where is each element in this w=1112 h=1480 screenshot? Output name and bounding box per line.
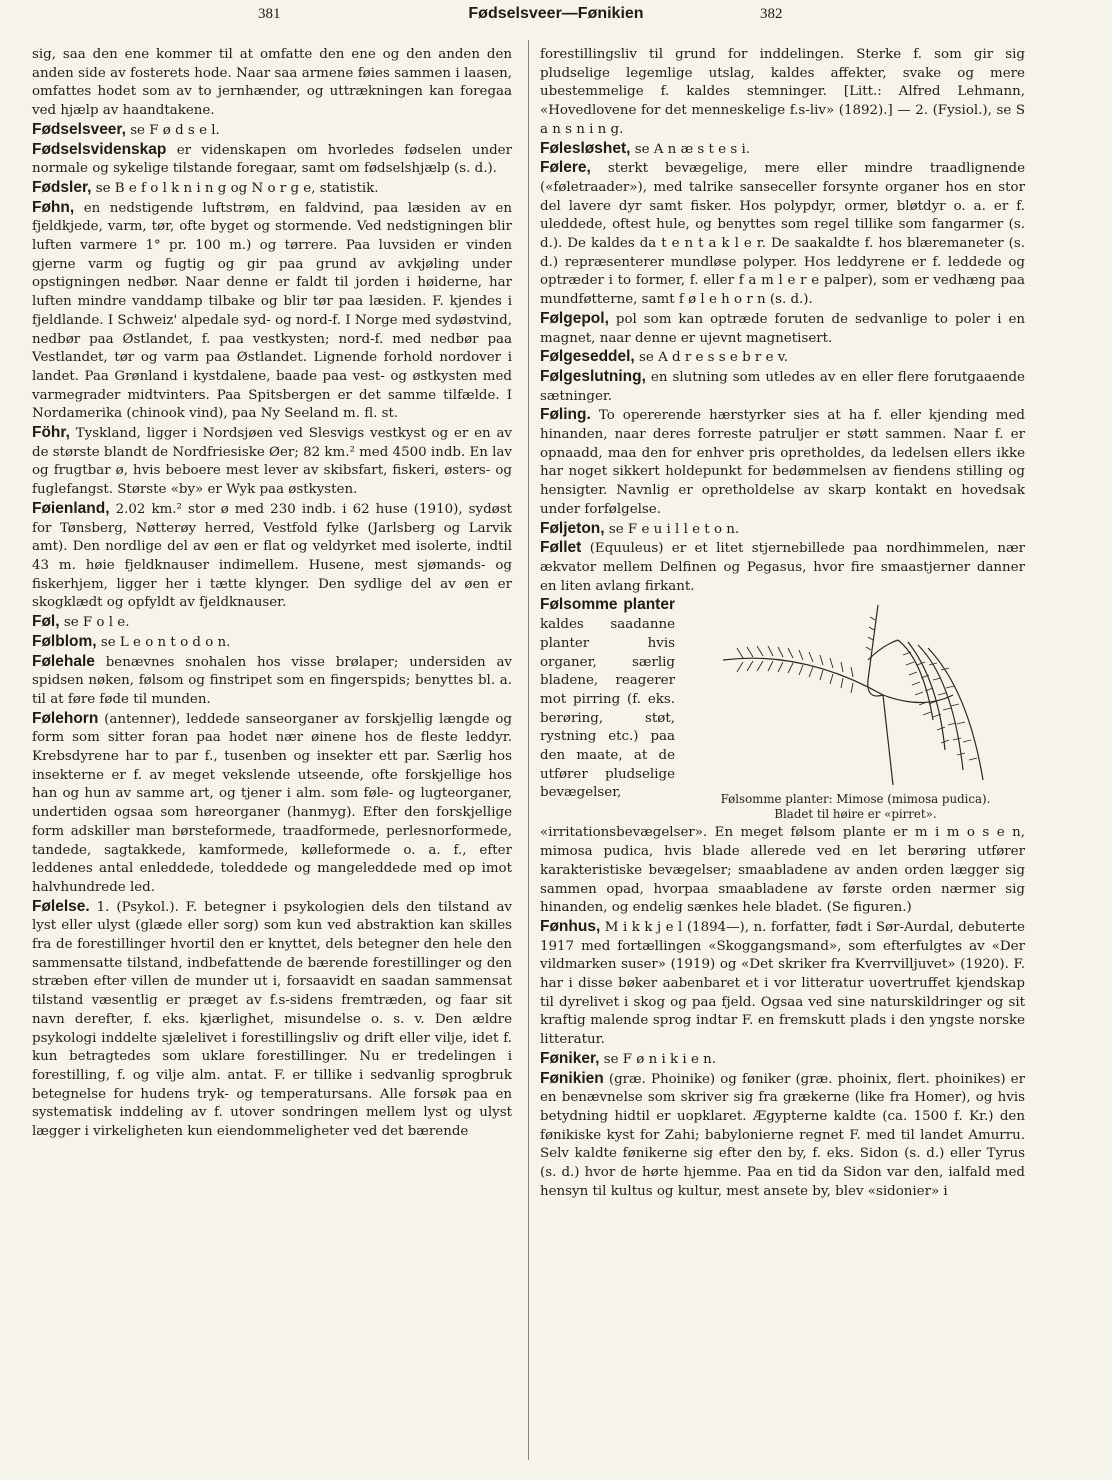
entry-text: se F ø d s e l.	[130, 122, 220, 138]
entry-paragraph	[540, 1050, 1025, 1070]
entry-headword: Føljeton,	[540, 519, 605, 537]
entry-headword: Følehale	[32, 652, 95, 670]
entry-paragraph	[540, 46, 1025, 140]
entry-headword: Fønhus,	[540, 917, 601, 935]
entry-headword: Føllet	[540, 539, 582, 557]
entry-text: M i k k j e l (1894—), n. forfatter, født i Sør-Aurdal, debuterte 1917 med fortællingen «Skoggangsmand», som efterfulgtes av «Der vildmarken suser» (1919) og «Det skriker fra Kverrvilljuvet» (1920). F. har i disse bøker aabenbaret et i vor litteratur uovertruffet kjendskap til dyrelivet i skog og paa fjeld. Ogsaa ved sine naturskildringer og sit kraftig malende sprog indtar F. en fremskutt plads i den yngste norske litteratur.	[540, 919, 1025, 1048]
entry-paragraph	[32, 710, 512, 898]
entry-paragraph	[32, 46, 512, 121]
entry-headword: Føhn,	[32, 198, 75, 216]
entry-paragraph	[540, 310, 1025, 348]
caption-line-1: Følsomme planter: Mimose (mimosa pudica).	[720, 792, 991, 807]
entry-paragraph	[540, 406, 1025, 519]
entry-text: sterkt bevægelige, mere eller mindre traadlignende («føletraader»), med talrike sanseceller forsynte organer hos en stor del lavere dyr samt fisker. Hos polypdyr, ormer, bløtdyr o. a. er f. uleddede, oftest hule, og benyttes som regel tillike som fangarmer (s. d.). De kaldes da t e n t a k l e r. De saakaldte f. hos blæremaneter (s. d.) repræsenterer mundløse polyper. Hos leddyrene er f. leddede og optræder i to former, f. eller f a m l e r e palper), som er vedhæng paa mundføtterne, samt f ø l e h o r n (s. d.).	[540, 161, 1025, 308]
entry-paragraph	[32, 424, 512, 500]
entry-text: sig, saa den ene kommer til at omfatte den ene og den anden den anden side av fosterets hode. Naar saa armene føies sammen i laasen, omfattes hodet som av to jernhænder, og uttrækningen kan foregaa ved hjælp av haandtakene.	[32, 47, 512, 119]
page-number-left: 381	[258, 6, 281, 22]
entry-text: 1. (Psykol.). F. betegner i psykologien dels den tilstand av lyst eller ulyst (glæde eller sorg) som kun ved abstraktion kan skilles fra de forestillinger hvortil den er knyttet, dels betegner den hele den sammensatte tilstand, indbefattende de bærende forestillinger og den stræben efter villen de munder ut i, forsaavidt en saadan sammensat tilstand væsentlig er præget av f.s-sidens fremtræden, og faar sit navn derefter, f. eks. kjærlighet, misundelse o. s. v. Den ældre psykologi inddelte sjælelivet i forestillingsliv og drift eller vilje, idet f. kun betragtedes som uklare forestillinger. Nu er tredelingen i forestilling, f. og vilje alm. antat. F. er tillike i sedvanlig sprogbruk betegnelse for hudens tryk- og temperatursans. Alle forsøk paa en systematisk inddeling av f. utover sondringen mellem lyst og ulyst lægger i virkeligheten kun eiendommeligheter ved det bærende	[32, 899, 512, 1140]
entry-headword: Følblom,	[32, 632, 97, 650]
entry-text: se A n æ s t e s i.	[634, 141, 751, 157]
entry-headword: Fønikien	[540, 1069, 604, 1087]
entry-paragraph	[32, 898, 512, 1142]
entry-text: 2.02 km.² stor ø med 230 indb. i 62 huse (1910), sydøst for Tønsberg, Nøtterøy herred, Vestfold fylke (Jarlsberg og Larvik amt). Den nordlige del av øen er flat og veldyrket med isolerte, indtil 43 m. høie fjeldknauser indimellem. Husene, mest sjømands- og fiskerhjem, ligger her i tætte klynger. Den sydlige del av øen er skogklædt og opfyldt av fjeldknauser.	[32, 501, 512, 611]
entry-headword: Føienland,	[32, 499, 110, 517]
entry-paragraph	[32, 121, 512, 141]
page-number-right: 382	[760, 6, 783, 22]
entry-paragraph	[32, 179, 512, 199]
running-title: Fødselsveer—Fønikien	[468, 5, 644, 22]
entry-paragraph	[32, 141, 512, 179]
mimosa-illustration	[683, 600, 1028, 790]
entry-paragraph	[540, 159, 1025, 310]
entry-headword: Føniker,	[540, 1049, 600, 1067]
entry-paragraph	[32, 199, 512, 424]
left-column	[32, 46, 512, 1142]
entry-paragraph	[32, 613, 512, 633]
entry-text: er videnskapen om hvorledes fødselen under normale og sykelige tilstande foregaar, samt om fødselshjælp (s. d.).	[32, 142, 512, 177]
entry-paragraph	[540, 140, 1025, 160]
entry-headword: Fødsler,	[32, 178, 92, 196]
entry-paragraph	[540, 596, 1025, 918]
entry-paragraph	[540, 348, 1025, 368]
entry-paragraph	[540, 368, 1025, 406]
column-divider	[528, 40, 529, 1460]
entry-paragraph	[32, 633, 512, 653]
entry-text: Tyskland, ligger i Nordsjøen ved Slesvigs vestkyst og er en av de største blandt de Nordfriesiske Øer; 82 km.² med 4500 indb. En lav og frugtbar ø, hvis beboere mest lever av skibsfart, fiskeri, østers- og fuglefangst. Største «by» er Wyk paa østkysten.	[32, 426, 512, 498]
entry-headword: Følgeseddel,	[540, 348, 635, 366]
entry-text: en nedstigende luftstrøm, en faldvind, paa læsiden av en fjeldkjede, varm, tør, ofte byget og stormende. Ved nedstigningen blir luften varmere 1° pr. 100 m.) og tørrere. Paa luvsiden er vinden gjerne varm og fugtig og gir paa grund av avkjøling under opstigningen nedbør. Naar denne er faldt til jorden i høiderne, har luften mindre vanddamp tilbake og blir tør paa læsiden. F. kjendes i fjeldlande. I Schweiz' alpedale syd- og nord-f. I Norge med sydøstvind, nedbør paa Østlandet, f. paa vestkysten; nord-f. med nedbør paa Vestlandet, tør og varm paa Østlandet. Lignende forhold nordover i landet. Paa Grønland i kystdalene, baade paa vest- og østkysten med varmegrader midtvinters. Paa Spitsbergen er det samme tilfælde. I Nordamerika (chinook vind), paa Ny Seeland m. fl. st.	[32, 200, 512, 422]
entry-paragraph	[32, 653, 512, 710]
entry-text: (Equuleus) er et litet stjernebillede paa nordhimmelen, nær ækvator mellem Delfinen og Pegasus, hvor fire smaastjerner danner en liten avlang firkant.	[540, 541, 1026, 594]
entry-headword: Föhr,	[32, 424, 70, 442]
entry-paragraph	[540, 1070, 1025, 1202]
entry-text: se A d r e s s e b r e v.	[639, 350, 788, 366]
entry-headword: Fødselsveer,	[32, 120, 126, 138]
entry-paragraph	[540, 918, 1025, 1050]
right-column	[540, 46, 1025, 1201]
entry-paragraph	[32, 500, 512, 613]
entry-headword: Følesløshet,	[540, 139, 631, 157]
entry-text: se F e u i l l e t o n.	[608, 521, 740, 537]
entry-text: se F ø n i k i e n.	[603, 1051, 717, 1067]
entry-text: (antenner), leddede sanseorganer av forskjellig længde og form som sitter foran paa hodet nær øinene hos de fleste leddyr. Krebsdyrene har to par f., tusenben og insekter ett par. Særlig hos insekterne er f. av meget vekslende utseende, ofte forskjellige hos han og hun av samme art, og tjener i alm. som føle- og lugteorganer, undertiden ogsaa som høreorganer (hanmyg). Efter den forskjellige form adskiller man børsteformede, traadformede, perlesnorformede, tandede, sagtakkede, kamformede, kølleformede o. a. f., efter leddenes antal enleddede, toleddede og mangeleddede med op imot halvhundrede led.	[32, 711, 512, 895]
page-header	[0, 0, 1112, 34]
entry-text: se B e f o l k n i n g og N o r g e, statistik.	[95, 180, 379, 196]
entry-text: en slutning som utledes av en eller flere forutgaaende sætninger.	[540, 369, 1025, 404]
entry-headword: Følsomme planter	[540, 596, 675, 614]
entry-text: benævnes snohalen hos visse brølaper; undersiden av spidsen nøken, følsom og finstripet som en fingerspids; benyttes bl. a. til at føre føde til munden.	[32, 654, 512, 707]
entry-headword: Følgeslutning,	[540, 367, 646, 385]
entry-headword: Følehorn	[32, 709, 99, 727]
entry-text: kaldes saadanne planter hvis organer, særlig bladene, reagerer mot pirring (f. eks. berøring, støt, rystning etc.) paa den maate, at de utfører pludselige bevægelser, «irritationsbevægelser». En meget følsom plante er m i m o s e n, mimosa pudica, hvis blade allerede ved en let berøring utfører karakteristiske bevægelser; smaabladene av anden orden lægger sig sammen opad, hvorpaa smaabladene av første orden nærmer sig hinanden, og endelig sænkes hele bladet. (Se figuren.)	[540, 617, 1025, 916]
entry-text: To opererende hærstyrker sies at ha f. eller kjending med hinanden, naar deres forreste patruljer er støtt sammen. Naar f. er opnaadd, maa den for enhver pris opretholdes, da ledelsen ellers ikke har noget sikkert holdepunkt for bedømmelsen av fiendens stilling og hensigter. Navnlig er opretholdelse av skarp kontakt en hovedsak under forfølgelse.	[540, 408, 1025, 517]
entry-headword: Følelse.	[32, 897, 90, 915]
entry-headword: Fødselsvidenskap	[32, 140, 167, 158]
entry-headword: Følere,	[540, 159, 591, 177]
caption-line-2: Bladet til høire er «pirret».	[774, 807, 937, 822]
entry-text: pol som kan optræde foruten de sedvanlige to poler i en magnet, naar denne er ujevnt magnetisert.	[540, 311, 1025, 346]
entry-paragraph	[540, 520, 1025, 540]
entry-headword: Følgepol,	[540, 309, 609, 327]
figure-caption	[683, 792, 1028, 822]
entry-headword: Føling.	[540, 406, 591, 424]
entry-headword: Føl,	[32, 613, 60, 631]
entry-text: se L e o n t o d o n.	[100, 634, 231, 650]
entry-text: se F o l e.	[63, 615, 130, 631]
entry-text: forestillingsliv til grund for inddelingen. Sterke f. som gir sig pludselige legemlige utslag, kaldes affekter, svake og mere ubestemmelige f. kaldes stemninger. [Litt.: Alfred Lehmann, «Hovedlovene for det menneskelige f.s-liv» (1892).] — 2. (Fysiol.), se S a n s n i n g.	[540, 47, 1025, 137]
entry-paragraph	[540, 539, 1025, 596]
mimosa-figure	[683, 600, 1028, 822]
entry-text: (græ. Phoinike) og føniker (græ. phoinix, flert. phoinikes) er en benævnelse som skriver sig fra grækerne (like fra Homer), og hvis betydning hidtil er uopklaret. Ægypterne kaldte (ca. 1500 f. Kr.) den fønikiske kyst for Zahi; babylonierne regnet F. med til landet Amurru. Selv kaldte fønikerne sig efter den by, f. eks. Sidon (s. d.) eller Tyrus (s. d.) hvor de hørte hjemme. Paa en tid da Sidon var den, ialfald med hensyn til kultus og kultur, mest ansete by, blev «sidonier» i	[540, 1071, 1025, 1199]
